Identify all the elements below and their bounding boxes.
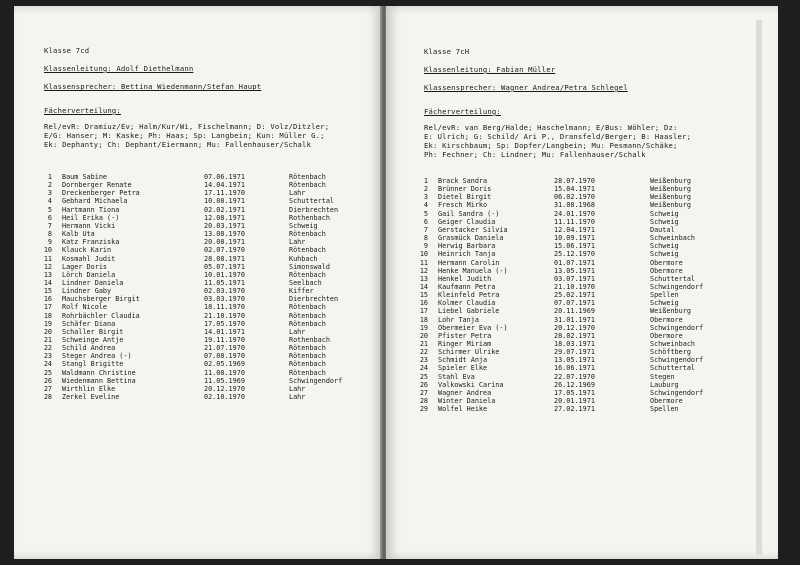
student-name: Valkowski Carina xyxy=(438,380,504,389)
student-name: Rohrbächler Claudia xyxy=(62,311,140,320)
student-hometown: Dautal xyxy=(650,225,675,234)
student-name: Schirmer Ulrike xyxy=(438,348,500,357)
student-birthdate: 07.07.1971 xyxy=(554,299,595,308)
student-name: Herwig Barbara xyxy=(438,242,496,251)
student-birthdate: 21.10.1970 xyxy=(554,282,595,291)
student-birthdate: 13.05.1971 xyxy=(554,356,595,365)
student-hometown: Spellen xyxy=(650,405,679,414)
student-birthdate: 31.08.1968 xyxy=(554,201,595,210)
right-page xyxy=(386,6,778,559)
student-birthdate: 28.07.1970 xyxy=(554,177,595,185)
student-number: 18 xyxy=(43,311,52,320)
student-name: Kalb Uta xyxy=(62,230,95,239)
student-name: Hermann Carolin xyxy=(438,258,500,267)
student-birthdate: 18.11.1970 xyxy=(204,303,245,312)
student-number: 6 xyxy=(47,213,52,222)
student-hometown: Seelbach xyxy=(289,278,322,287)
student-birthdate: 26.12.1969 xyxy=(554,380,595,389)
student-birthdate: 11.05.1969 xyxy=(204,376,245,385)
student-number: 22 xyxy=(419,348,428,357)
student-name: Schmidt Anja xyxy=(438,356,488,365)
student-number: 12 xyxy=(419,266,428,275)
student-birthdate: 16.06.1971 xyxy=(554,364,595,373)
student-hometown: Rothenbach xyxy=(289,336,330,344)
student-birthdate: 11.08.1970 xyxy=(204,368,245,377)
student-hometown: Dierbrechten xyxy=(289,295,339,304)
subjects-line: Ek: Dephanty; Ch: Dephant/Eiermann; Mu: Fallenhauser/Schalk xyxy=(44,140,312,149)
student-hometown: Obermore xyxy=(650,266,683,275)
student-number: 19 xyxy=(419,323,428,332)
subjects-line: Ek: Kirschbaum; Sp: Dopfer/Langbein; Mu: Pesmann/Schäke; xyxy=(424,141,678,150)
student-number: 20 xyxy=(419,331,428,340)
student-number: 27 xyxy=(43,384,52,393)
subjects-line: Ph: Fechner; Ch: Lindner; Mu: Fallenhauser/Schalk xyxy=(424,150,646,159)
student-hometown: Weißenburg xyxy=(650,185,691,194)
student-hometown: Rötenbach xyxy=(289,368,326,377)
student-name: Kleinfeld Petra xyxy=(438,291,500,300)
student-name: Kosmahl Judit xyxy=(62,254,116,263)
student-number: 8 xyxy=(423,234,428,243)
student-birthdate: 24.01.1970 xyxy=(554,209,595,218)
student-hometown: Rötenbach xyxy=(289,344,326,353)
student-hometown: Rötenbach xyxy=(289,311,326,320)
subjects-heading: Fächerverteilung: xyxy=(424,107,501,116)
student-birthdate: 10.08.1971 xyxy=(204,197,245,206)
student-birthdate: 02.02.1971 xyxy=(204,205,245,214)
student-number: 9 xyxy=(423,242,428,251)
student-birthdate: 11.11.1970 xyxy=(554,217,595,226)
student-name: Heil Erika (-) xyxy=(62,213,120,222)
student-number: 2 xyxy=(47,181,52,190)
student-hometown: Schwingendorf xyxy=(650,282,704,291)
student-name: Henkel Judith xyxy=(438,274,492,283)
student-hometown: Schweig xyxy=(650,242,679,251)
student-birthdate: 07.06.1971 xyxy=(204,173,245,181)
student-hometown: Rötenbach xyxy=(289,319,326,328)
student-hometown: Schwingendorf xyxy=(289,376,343,385)
student-hometown: Rötenbach xyxy=(289,230,326,239)
student-hometown: Obermore xyxy=(650,315,683,324)
student-name: Dornberger Renate xyxy=(62,181,132,190)
student-hometown: Schuttertal xyxy=(650,274,696,283)
student-hometown: Schweinbach xyxy=(650,340,696,348)
student-birthdate: 31.01.1971 xyxy=(554,315,595,324)
student-number: 4 xyxy=(423,201,428,210)
student-number: 28 xyxy=(419,397,428,406)
student-birthdate: 10.09.1971 xyxy=(554,234,595,243)
student-hometown: Lahr xyxy=(289,238,306,247)
student-birthdate: 02.07.1970 xyxy=(204,246,245,255)
student-name: Brünner Doris xyxy=(438,185,492,194)
student-birthdate: 20.03.1971 xyxy=(204,221,245,230)
student-hometown: Lauburg xyxy=(650,380,679,389)
student-hometown: Schwingendorf xyxy=(650,323,704,332)
student-hometown: Weißenburg xyxy=(650,307,691,316)
student-name: Schäfer Diana xyxy=(62,319,116,328)
student-hometown: Rötenbach xyxy=(289,246,326,255)
student-number: 13 xyxy=(43,270,52,279)
student-name: Gebhard Michaela xyxy=(62,197,128,206)
class-speakers: Klassensprecher: Bettina Wiedenmann/Stefan Haupt xyxy=(44,82,262,91)
student-hometown: Kuhbach xyxy=(289,254,318,263)
student-hometown: Rötenbach xyxy=(289,352,326,361)
student-birthdate: 20.11.1969 xyxy=(554,307,595,316)
student-number: 23 xyxy=(419,356,428,365)
student-birthdate: 02.03.1970 xyxy=(204,287,245,296)
student-number: 15 xyxy=(419,291,428,300)
student-number: 11 xyxy=(43,254,52,263)
student-name: Rolf Nicole xyxy=(62,303,108,312)
class-teacher: Klassenleitung: Adolf Diethelmann xyxy=(44,64,194,73)
student-name: Stangl Brigitte xyxy=(62,360,124,369)
student-number: 1 xyxy=(47,173,52,181)
student-birthdate: 02.05.1969 xyxy=(204,360,245,369)
student-number: 26 xyxy=(43,376,52,385)
student-birthdate: 27.02.1971 xyxy=(554,405,595,414)
student-name: Kolmer Claudia xyxy=(438,299,496,308)
student-number: 7 xyxy=(423,225,428,234)
student-name: Klauck Karin xyxy=(62,246,112,255)
student-name: Fresch Mirko xyxy=(438,201,488,210)
student-birthdate: 07.08.1970 xyxy=(204,352,245,361)
student-name: Wolfel Heike xyxy=(438,405,488,414)
student-number: 17 xyxy=(43,303,52,312)
class-title: Klasse 7cd xyxy=(44,46,90,55)
student-name: Brack Sandra xyxy=(438,177,488,185)
student-birthdate: 03.03.1970 xyxy=(204,295,245,304)
student-name: Mauchsberger Birgit xyxy=(62,295,140,304)
student-hometown: Schuttertal xyxy=(289,197,335,206)
student-hometown: Lahr xyxy=(289,393,306,402)
student-number: 3 xyxy=(47,189,52,198)
subjects-line: E/G: Hanser; M: Kaske; Ph: Haas; Sp: Langbein; Kun: Müller G.; xyxy=(44,131,325,140)
student-number: 16 xyxy=(419,299,428,308)
student-birthdate: 13.05.1971 xyxy=(554,266,595,275)
student-number: 25 xyxy=(43,368,52,377)
student-birthdate: 20.01.1971 xyxy=(554,397,595,406)
student-birthdate: 10.01.1970 xyxy=(204,270,245,279)
student-birthdate: 29.07.1971 xyxy=(554,348,595,357)
student-number: 21 xyxy=(419,340,428,348)
left-page xyxy=(14,6,382,559)
student-number: 7 xyxy=(47,221,52,230)
student-name: Kaufmann Petra xyxy=(438,282,496,291)
student-number: 21 xyxy=(43,336,52,344)
student-birthdate: 14.01.1971 xyxy=(204,327,245,336)
student-number: 9 xyxy=(47,238,52,247)
student-hometown: Lahr xyxy=(289,189,306,198)
student-name: Schaller Birgit xyxy=(62,327,124,336)
student-number: 5 xyxy=(47,205,52,214)
student-number: 20 xyxy=(43,327,52,336)
student-birthdate: 11.05.1971 xyxy=(204,278,245,287)
student-hometown: Spellen xyxy=(650,291,679,300)
student-birthdate: 12.08.1971 xyxy=(204,213,245,222)
student-hometown: Schweig xyxy=(650,299,679,308)
student-number: 14 xyxy=(419,282,428,291)
student-hometown: Rötenbach xyxy=(289,270,326,279)
student-number: 15 xyxy=(43,287,52,296)
student-name: Lindner Daniela xyxy=(62,278,124,287)
student-name: Grasmück Daniela xyxy=(438,234,504,243)
student-number: 13 xyxy=(419,274,428,283)
student-birthdate: 17.05.1970 xyxy=(204,319,245,328)
student-hometown: Weißenburg xyxy=(650,177,691,185)
student-hometown: Lahr xyxy=(289,327,306,336)
student-number: 29 xyxy=(419,405,428,414)
student-number: 8 xyxy=(47,230,52,239)
student-birthdate: 20.12.1970 xyxy=(554,323,595,332)
student-name: Winter Daniela xyxy=(438,397,496,406)
student-name: Wirthlin Elke xyxy=(62,384,116,393)
student-name: Henke Manuela (-) xyxy=(438,266,508,275)
student-birthdate: 03.07.1971 xyxy=(554,274,595,283)
student-hometown: Rötenbach xyxy=(289,360,326,369)
student-birthdate: 06.02.1970 xyxy=(554,193,595,202)
student-number: 28 xyxy=(43,393,52,402)
student-birthdate: 05.07.1971 xyxy=(204,262,245,271)
student-birthdate: 25.02.1971 xyxy=(554,291,595,300)
class-speakers: Klassensprecher: Wagner Andrea/Petra Schlegel xyxy=(424,83,628,92)
student-hometown: Rötenbach xyxy=(289,181,326,190)
student-number: 17 xyxy=(419,307,428,316)
student-number: 26 xyxy=(419,380,428,389)
student-name: Heinrich Tanja xyxy=(438,250,496,259)
student-number: 16 xyxy=(43,295,52,304)
student-birthdate: 01.07.1971 xyxy=(554,258,595,267)
student-birthdate: 17.05.1971 xyxy=(554,388,595,397)
student-name: Ringer Miriam xyxy=(438,340,492,348)
student-name: Gerstacker Silvia xyxy=(438,225,508,234)
student-hometown: Rötenbach xyxy=(289,303,326,312)
student-number: 10 xyxy=(419,250,428,259)
student-name: Katz Franziska xyxy=(62,238,120,247)
student-hometown: Schöftberg xyxy=(650,348,691,357)
student-name: Geiger Claudia xyxy=(438,217,496,226)
student-birthdate: 28.02.1971 xyxy=(554,331,595,340)
student-number: 12 xyxy=(43,262,52,271)
student-hometown: Obermore xyxy=(650,397,683,406)
student-number: 24 xyxy=(43,360,52,369)
student-name: Steger Andrea (-) xyxy=(62,352,132,361)
subjects-line: Rel/evR: Dramiuz/Ev; Halm/Kur/Wi, Fischelmann; D: Volz/Ditzler; xyxy=(44,122,330,131)
student-number: 10 xyxy=(43,246,52,255)
student-number: 5 xyxy=(423,209,428,218)
student-birthdate: 21.07.1970 xyxy=(204,344,245,353)
student-number: 24 xyxy=(419,364,428,373)
student-birthdate: 17.11.1970 xyxy=(204,189,245,198)
student-number: 18 xyxy=(419,315,428,324)
student-hometown: Simonswald xyxy=(289,262,330,271)
student-hometown: Schweig xyxy=(289,221,318,230)
student-birthdate: 25.12.1970 xyxy=(554,250,595,259)
student-birthdate: 14.04.1971 xyxy=(204,181,245,190)
student-hometown: Weißenburg xyxy=(650,201,691,210)
student-number: 22 xyxy=(43,344,52,353)
class-teacher: Klassenleitung: Fabian Müller xyxy=(424,65,556,74)
student-hometown: Rothenbach xyxy=(289,213,330,222)
student-name: Schild Andrea xyxy=(62,344,116,353)
student-name: Waldmann Christine xyxy=(62,368,136,377)
student-hometown: Obermore xyxy=(650,331,683,340)
student-hometown: Schweig xyxy=(650,250,679,259)
class-title: Klasse 7cH xyxy=(424,47,470,56)
student-birthdate: 20.12.1970 xyxy=(204,384,245,393)
student-name: Hermann Vicki xyxy=(62,221,116,230)
student-birthdate: 13.08.1970 xyxy=(204,230,245,239)
student-number: 25 xyxy=(419,372,428,381)
student-name: Stahl Eva xyxy=(438,372,475,381)
student-birthdate: 20.08.1971 xyxy=(204,238,245,247)
student-hometown: Schuttertal xyxy=(650,364,696,373)
student-birthdate: 15.04.1971 xyxy=(554,185,595,194)
student-name: Lörch Daniela xyxy=(62,270,116,279)
student-number: 4 xyxy=(47,197,52,206)
student-number: 11 xyxy=(419,258,428,267)
student-hometown: Lahr xyxy=(289,384,306,393)
student-hometown: Schweig xyxy=(650,209,679,218)
student-name: Zerkel Eveline xyxy=(62,393,120,402)
student-name: Dietel Birgit xyxy=(438,193,492,202)
student-number: 27 xyxy=(419,388,428,397)
student-hometown: Stegen xyxy=(650,372,675,381)
student-number: 2 xyxy=(423,185,428,194)
student-number: 6 xyxy=(423,217,428,226)
student-number: 14 xyxy=(43,278,52,287)
student-name: Baum Sabine xyxy=(62,173,108,181)
student-number: 19 xyxy=(43,319,52,328)
subjects-heading: Fächerverteilung: xyxy=(44,106,121,115)
student-hometown: Schwingendorf xyxy=(650,356,704,365)
student-birthdate: 19.11.1970 xyxy=(204,336,245,344)
student-birthdate: 18.03.1971 xyxy=(554,340,595,348)
student-name: Dreckenberger Petra xyxy=(62,189,140,198)
subjects-line: E: Ulrich; G: Schild/ Ari P., Dransfeld/Berger; B: Haasler; xyxy=(424,132,692,141)
subjects-line: Rel/evR: van Berg/Halde; Haschelmann; E/Bus: Wöhler; Dz: xyxy=(424,123,678,132)
student-name: Gail Sandra (-) xyxy=(438,209,500,218)
student-name: Lindner Gaby xyxy=(62,287,112,296)
student-name: Wiedenmann Bettina xyxy=(62,376,136,385)
student-number: 23 xyxy=(43,352,52,361)
student-birthdate: 21.10.1970 xyxy=(204,311,245,320)
student-name: Lager Doris xyxy=(62,262,108,271)
student-number: 3 xyxy=(423,193,428,202)
student-hometown: Schweinbach xyxy=(650,234,696,243)
student-name: Lohr Tanja xyxy=(438,315,479,324)
student-name: Liebel Gabriele xyxy=(438,307,500,316)
student-name: Hartmann Tiona xyxy=(62,205,120,214)
student-hometown: Dierbrechten xyxy=(289,205,339,214)
student-name: Spieler Elke xyxy=(438,364,488,373)
student-name: Schweinge Antje xyxy=(62,336,124,344)
student-hometown: Rötenbach xyxy=(289,173,326,181)
student-hometown: Schwingendorf xyxy=(650,388,704,397)
student-birthdate: 02.10.1970 xyxy=(204,393,245,402)
student-name: Obermeier Eva (-) xyxy=(438,323,508,332)
student-birthdate: 15.06.1971 xyxy=(554,242,595,251)
student-name: Pfister Petra xyxy=(438,331,492,340)
student-name: Wagner Andrea xyxy=(438,388,492,397)
student-hometown: Schweig xyxy=(650,217,679,226)
student-number: 1 xyxy=(423,177,428,185)
student-hometown: Kiffer xyxy=(289,287,314,296)
student-birthdate: 12.04.1971 xyxy=(554,225,595,234)
student-hometown: Weißenburg xyxy=(650,193,691,202)
page-edge xyxy=(756,20,762,555)
student-birthdate: 28.08.1971 xyxy=(204,254,245,263)
student-birthdate: 22.07.1970 xyxy=(554,372,595,381)
student-hometown: Obermore xyxy=(650,258,683,267)
